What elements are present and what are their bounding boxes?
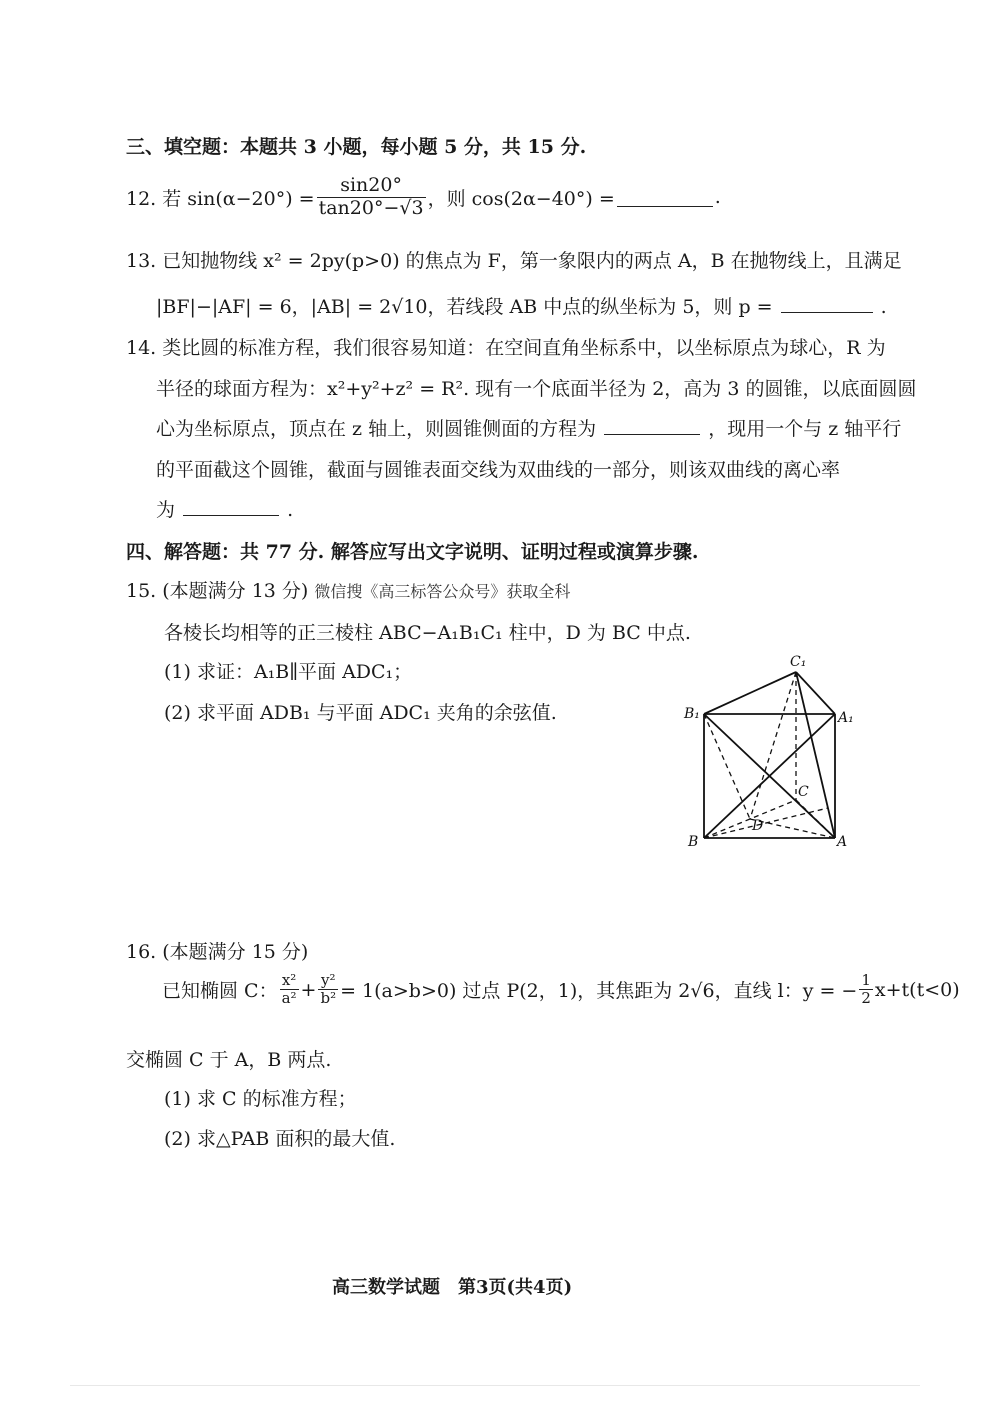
label-b: B [688,834,699,850]
q16-stem-b: = 1(a>b>0) 过点 P(2，1)，其焦距为 2√6，直线 l：y = − [340,980,858,1003]
q12-answer-blank[interactable] [617,205,713,207]
q16-stem-line1 [162,972,960,1008]
q15-part2: (2) 求平面 ADB₁ 与平面 ADC₁ 夹角的余弦值. [164,702,557,724]
q12-end: . [714,186,721,209]
label-a: A [837,834,848,850]
q15-part1: (1) 求证：A₁B∥平面 ADC₁； [164,661,413,683]
line-c1-a [796,672,835,838]
q16-part2: (2) 求△PAB 面积的最大值. [164,1128,396,1150]
q14-answer-blank-2[interactable] [183,514,279,516]
watermark-text: 微信搜《高三标答公众号》获取全科 [314,582,571,601]
section4-header: 四、解答题：共 77 分. 解答应写出文字说明、证明过程或演算步骤. [126,541,699,563]
label-a1: A₁ [838,710,854,726]
q16-frac2-den: b² [320,989,337,1008]
line-b1-d-hidden [704,714,750,819]
q16-frac1-num: x² [280,972,299,990]
q15-title-line [126,576,570,603]
q16-stem-a: 已知椭圆 C： [162,980,278,1003]
q16-frac-x [280,972,299,1008]
q15-stem: 各棱长均相等的正三棱柱 ABC−A₁B₁C₁ 柱中，D 为 BC 中点. [164,622,691,644]
q14-line5a: 为 [156,499,176,521]
q16-plus: + [300,978,317,1001]
q14-line1: 14. 类比圆的标准方程，我们很容易知道：在空间直角坐标系中，以坐标原点为球心，R 为 [126,337,886,359]
bottom-divider [70,1385,920,1386]
q13-answer-blank[interactable] [781,311,873,313]
label-c1: C₁ [790,654,807,670]
q14-line5 [156,495,293,522]
q14-line5b: . [287,499,294,521]
q13-line2: |BF|−|AF| = 6，|AB| = 2√10，若线段 AB 中点的纵坐标为 5，则 p = [156,296,773,318]
q12-fraction [317,175,426,220]
q12-frac-den: tan20°−√3 [318,196,424,219]
q16-title: 16. (本题满分 15 分) [126,941,309,963]
q12-prefix: 12. 若 sin(α−20°) = [126,187,315,210]
label-c: C [798,784,809,800]
q16-frac3-den: 2 [861,989,871,1008]
q16-stem-c: x+t(t<0) [874,978,960,1001]
q16-stem-line2: 交椭圆 C 于 A，B 两点. [126,1049,332,1071]
q14-line3a: 心为坐标原点，顶点在 z 轴上，则圆锥侧面的方程为 [156,418,597,440]
q16-frac2-num: y² [318,972,338,990]
q16-frac-half [859,972,873,1008]
section3-header: 三、填空题：本题共 3 小题，每小题 5 分，共 15 分. [126,136,587,158]
q12-suffix: ，则 cos(2α−40°) = [427,187,615,210]
q13-line1: 13. 已知抛物线 x² = 2py(p>0) 的焦点为 F，第一象限内的两点 A，B 在抛物线上，且满足 [126,250,902,272]
edge-b1-c1 [704,672,796,714]
q14-line3 [156,414,901,441]
q16-frac3-num: 1 [861,971,871,989]
q15-title: 15. (本题满分 13 分) [126,580,309,602]
q13-end: . [880,296,887,318]
label-d: D [752,818,764,834]
q13-line2-wrap [156,292,887,319]
q14-line4: 的平面截这个圆锥，截面与圆锥表面交线为双曲线的一部分，则该双曲线的离心率 [156,459,841,481]
q16-frac-y [318,972,338,1008]
line-c1-d-hidden [750,672,796,819]
q16-frac1-den: a² [281,989,297,1008]
question-12 [126,175,721,220]
q14-answer-blank-1[interactable] [604,433,700,435]
q12-frac-num: sin20° [317,175,426,198]
prism-figure [680,650,860,860]
q14-line3b: ，现用一个与 z 轴平行 [708,418,902,440]
q16-part1: (1) 求 C 的标准方程； [164,1088,357,1110]
label-b1: B₁ [684,706,700,722]
q14-line2: 半径的球面方程为：x²+y²+z² = R². 现有一个底面半径为 2，高为 3 的圆锥，以底面圆圆 [156,378,917,400]
page-footer: 高三数学试题 第3页(共4页) [332,1277,573,1298]
